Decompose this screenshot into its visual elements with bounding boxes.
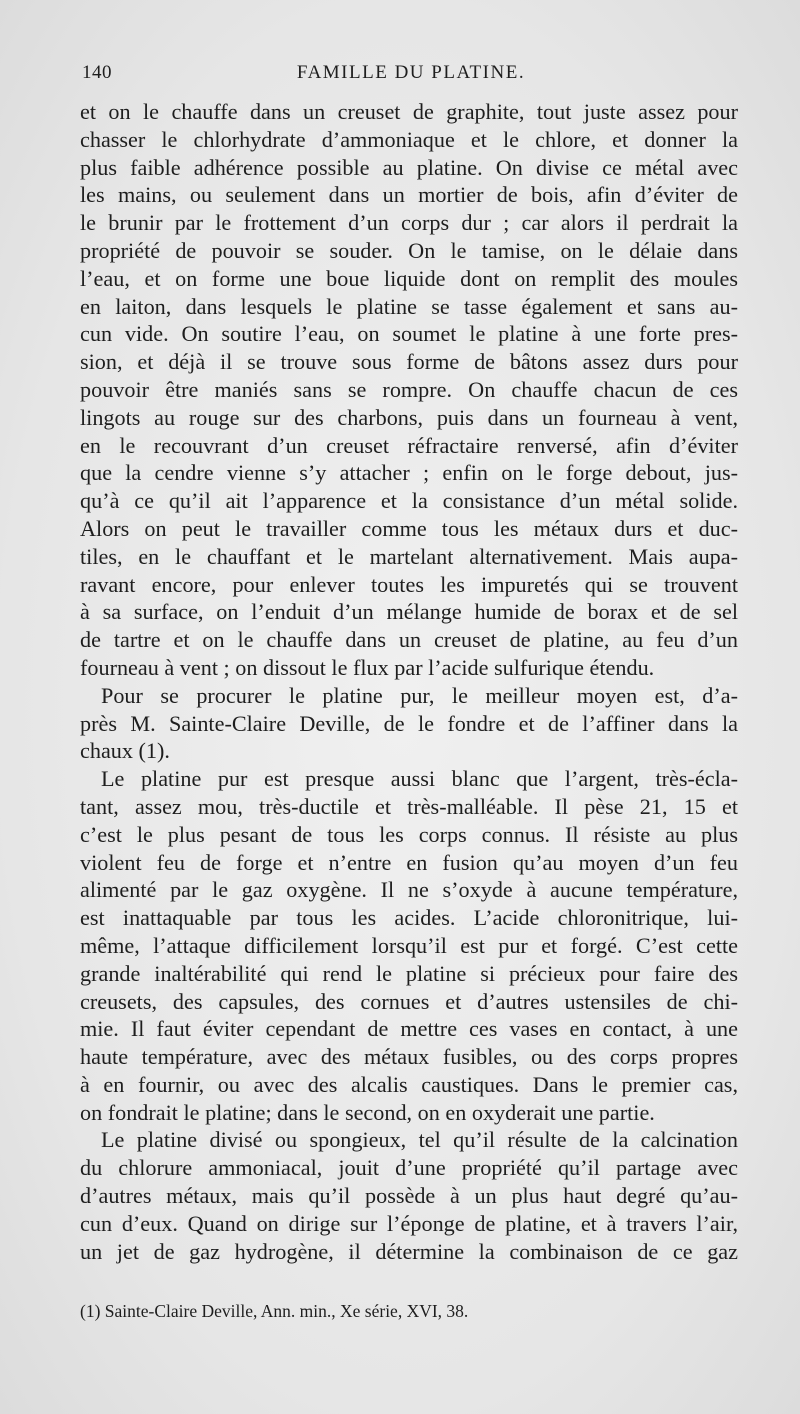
- text-line: est inattaquable par tous les acides. L’acide chloronitrique, lui-: [80, 905, 738, 931]
- text-line: près M. Sainte-Claire Deville, de le fondre et de l’affiner dans la: [80, 710, 738, 736]
- text-line: chasser le chlorhydrate d’ammoniaque et le chlore, et donner la: [80, 126, 738, 152]
- text-line: à sa surface, on l’enduit d’un mélange humide de borax et de sel: [80, 599, 738, 625]
- text-line: cun d’eux. Quand on dirige sur l’éponge de platine, et à travers l’air,: [80, 1210, 738, 1236]
- text-line: grande inaltérabilité qui rend le platine si précieux pour faire des: [80, 960, 738, 986]
- text-line: l’eau, et on forme une boue liquide dont on remplit des moules: [80, 265, 738, 291]
- text-line: tiles, en le chauffant et le martelant alternativement. Mais aupa-: [80, 543, 738, 569]
- text-line: ravant encore, pour enlever toutes les impuretés qui se trouvent: [80, 571, 738, 597]
- text-line: en le recouvrant d’un creuset réfractaire renversé, afin d’éviter: [80, 432, 738, 458]
- text-line: on fondrait le platine; dans le second, on en oxyderait une partie.: [80, 1099, 655, 1125]
- text-line: violent feu de forge et n’entre en fusion qu’au moyen d’un feu: [80, 849, 738, 875]
- text-line: Alors on peut le travailler comme tous les métaux durs et duc-: [80, 515, 738, 541]
- text-line: en laiton, dans lesquels le platine se tasse également et sans au-: [80, 293, 738, 319]
- text-line: creusets, des capsules, des cornues et d’autres ustensiles de chi-: [80, 988, 738, 1014]
- text-line: propriété de pouvoir se souder. On le tamise, on le délaie dans: [80, 237, 738, 263]
- text-line: fourneau à vent ; on dissout le flux par l’acide sulfurique étendu.: [80, 654, 655, 680]
- text-line: les mains, ou seulement dans un mortier de bois, afin d’éviter de: [80, 182, 738, 208]
- page-number: 140: [82, 62, 112, 83]
- text-line: mie. Il faut éviter cependant de mettre ces vases en contact, à une: [80, 1016, 738, 1042]
- text-line: lingots au rouge sur des charbons, puis dans un fourneau à vent,: [80, 404, 738, 430]
- text-line: qu’à ce qu’il ait l’apparence et la consistance d’un métal solide.: [80, 488, 738, 514]
- text-line: tant, assez mou, très-ductile et très-malléable. Il pèse 21, 15 et: [80, 793, 738, 819]
- text-line: de tartre et on le chauffe dans un creuset de platine, au feu d’un: [80, 627, 738, 653]
- text-line: même, l’attaque difficilement lorsqu’il est pur et forgé. C’est cette: [80, 932, 738, 958]
- text-line: plus faible adhérence possible au platine. On divise ce métal avec: [80, 154, 738, 180]
- text-line: Pour se procurer le platine pur, le meilleur moyen est, d’a-: [101, 682, 738, 708]
- text-line: un jet de gaz hydrogène, il détermine la combinaison de ce gaz: [80, 1238, 738, 1264]
- text-line: haute température, avec des métaux fusibles, ou des corps propres: [80, 1044, 738, 1070]
- running-head-title: FAMILLE DU PLATINE.: [296, 62, 526, 83]
- running-head: [82, 62, 740, 92]
- text-line: sion, et déjà il se trouve sous forme de bâtons assez durs pour: [80, 349, 738, 375]
- text-line: que la cendre vienne s’y attacher ; enfin on le forge debout, jus-: [80, 460, 738, 486]
- text-line: Le platine pur est presque aussi blanc que l’argent, très-écla-: [101, 766, 738, 792]
- text-line: d’autres métaux, mais qu’il possède à un plus haut degré qu’au-: [80, 1183, 738, 1209]
- footnote: (1) Sainte-Claire Deville, Ann. min., Xe série, XVI, 38.: [80, 1301, 469, 1321]
- text-line: à en fournir, ou avec des alcalis caustiques. Dans le premier cas,: [80, 1071, 738, 1097]
- text-line: c’est le plus pesant de tous les corps connus. Il résiste au plus: [80, 821, 738, 847]
- text-line: Le platine divisé ou spongieux, tel qu’il résulte de la calcination: [101, 1127, 738, 1153]
- text-line: et on le chauffe dans un creuset de graphite, tout juste assez pour: [80, 99, 738, 124]
- text-line: alimenté par le gaz oxygène. Il ne s’oxyde à aucune température,: [80, 877, 738, 903]
- text-line: du chlorure ammoniacal, jouit d’une propriété qu’il partage avec: [80, 1155, 738, 1181]
- text-line: cun vide. On soutire l’eau, on soumet le platine à une forte pres-: [80, 321, 738, 347]
- text-line: chaux (1).: [80, 738, 170, 764]
- text-line: pouvoir être maniés sans se rompre. On chauffe chacun de ces: [80, 376, 738, 402]
- body-text: [80, 98, 738, 1265]
- text-line: le brunir par le frottement d’un corps dur ; car alors il perdrait la: [80, 210, 738, 236]
